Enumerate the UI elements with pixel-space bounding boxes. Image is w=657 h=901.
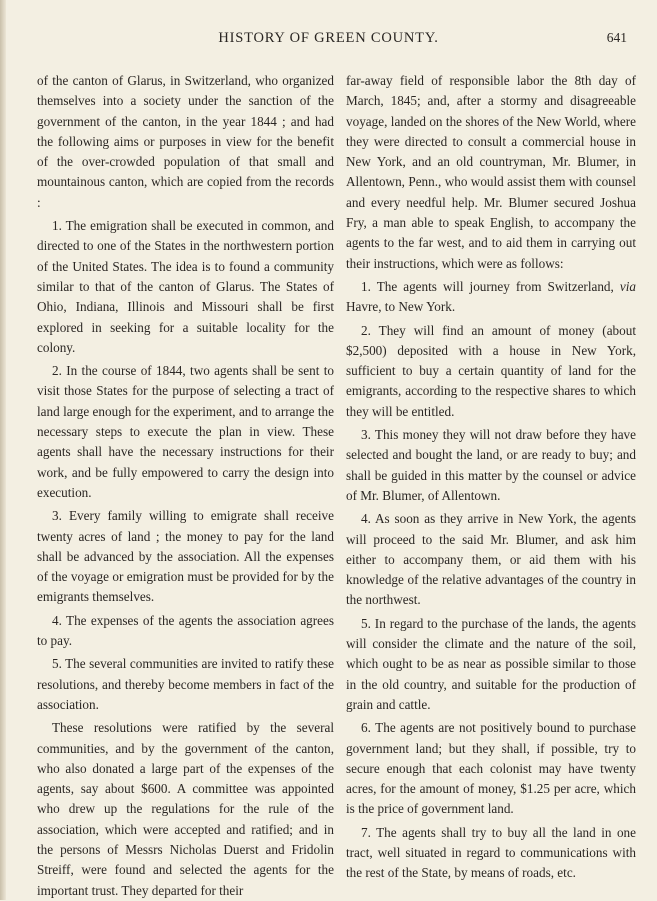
- paragraph: 3. This money they will not draw before they have selected and bought the land, or are ready to buy; and shall be guided in this matter by the counsel or advice of Mr. Blumer, of Allentown.: [346, 427, 636, 503]
- paragraph: 2. In the course of 1844, two agents shall be sent to visit those States for the purpose of selecting a tract of land large enough for the experiment, and to arrange the necessary steps to execute the plan in view. These agents shall have the necessary instructions for their work, and be fully empowered to carry the design into execution.: [37, 363, 334, 500]
- paragraph: 2. They will find an amount of money (about $2,500) deposited with a house in New York, sufficient to buy a certain quantity of land for the emigrants, according to the respective shares to which they will be entitled.: [346, 322, 636, 419]
- paragraph: 6. The agents are not positively bound to purchase government land; but they shall, if possible, try to secure enough that each colonist may have twenty acres, for the amount of money, $1.25 per acre, which is the price of government land.: [346, 720, 636, 817]
- paragraph: These resolutions were ratified by the several communities, and by the government of the canton, who also donated a large part of the expenses of the agents, say about $600. A committee was appointed who drew up the regulations for the rule of the association, which were accepted and ratified; and in the persons of Messrs Nicholas Duerst and Fridolin Streiff, were found and selected the agents for the important trust. They departed for their: [37, 720, 334, 898]
- paragraph: 1. The agents will journey from Switzerland, via Havre, to New York.: [346, 278, 636, 315]
- paragraph: 4. As soon as they arrive in New York, the agents will proceed to the said Mr. Blumer, and ask him either to accompany them, or aid them with his knowledge of the relative advantages of the country in the northwest.: [346, 511, 636, 608]
- italic-word: via: [619, 278, 636, 294]
- paragraph: 5. In regard to the purchase of the lands, the agents will consider the climate and the nature of the soil, which ought to be as near as possible similar to those in the old country, and suitable for the production of grain and cattle.: [346, 615, 636, 712]
- running-head: [0, 30, 657, 50]
- paragraph: 7. The agents shall try to buy all the land in one tract, well situated in regard to communications with the rest of the State, by means of roads, etc.: [346, 824, 636, 881]
- paragraph: far-away field of responsible labor the 8th day of March, 1845; and, after a stormy and disagreeable voyage, landed on the shores of the New World, where they were directed to consult a commercial house in New York, and an old countryman, Mr. Blumer, in Allentown, Penn., who would assist them with counsel and every needful help. Mr. Blumer secured Joshua Fry, a man able to speak English, to accompany the agents to the far west, and to aid them in carrying out their instructions, which were as follows:: [346, 73, 636, 271]
- paragraph: 1. The emigration shall be executed in common, and directed to one of the States in the northwestern portion of the United States. The idea is to found a community similar to that of the canton of Glarus. The States of Ohio, Indiana, Illinois and Missouri shall be first explored in seeking for a suitable locality for the colony.: [37, 218, 334, 355]
- right-column: [346, 71, 636, 884]
- left-column: [37, 71, 334, 901]
- page-binding-edge: [0, 0, 6, 900]
- paragraph: 4. The expenses of the agents the association agrees to pay.: [37, 612, 334, 649]
- paragraph: 5. The several communities are invited to ratify these resolutions, and thereby become members in fact of the association.: [37, 656, 334, 712]
- paragraph: 3. Every family willing to emigrate shall receive twenty acres of land ; the money to pay for the land shall be advanced by the association. All the expenses of the voyage or emigration must be provided for by the emigrants themselves.: [37, 508, 334, 605]
- paragraph: of the canton of Glarus, in Switzerland, who organized themselves into a society under the sanction of the government of the canton, in the year 1844 ; and had the following aims or purposes in view for the benefit of the over-crowded population of that small and mountainous canton, which are copied from the records :: [37, 73, 334, 210]
- page-title: HISTORY OF GREEN COUNTY.: [218, 30, 439, 46]
- page-number: 641: [606, 30, 627, 45]
